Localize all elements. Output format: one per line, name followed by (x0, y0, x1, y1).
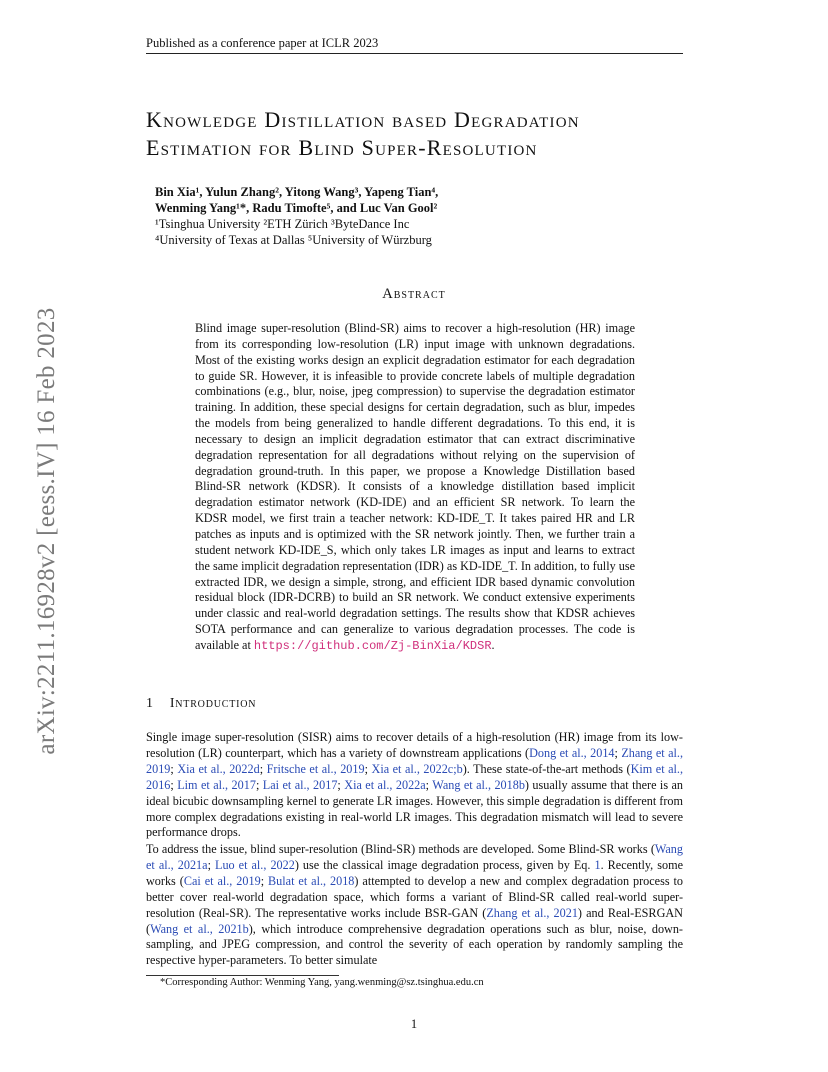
citation-link[interactable]: Zhang et al., 2019 (146, 745, 684, 776)
running-header: Published as a conference paper at ICLR 2023 (146, 36, 379, 50)
text-run: ) usually assume that there is an ideal bicubic downsampling kernel to generate LR images. However, this simple degradation is different from more complex degradations existing in real-world LR images. This degradation mismatch will lead to severe performance drops. (146, 777, 684, 840)
affiliations-line-1: ¹Tsinghua University ²ETH Zürich ³ByteDance Inc (155, 217, 410, 231)
authors-line-1: Bin Xia¹, Yulun Zhang², Yitong Wang³, Yapeng Tian⁴, (155, 185, 439, 199)
section-number: 1 (146, 696, 154, 711)
abstract-heading: Abstract (382, 286, 446, 302)
text-run: ) attempted to develop a new and complex degradation process to better cover real-world degradation space, which forms a variant of Blind-SR called real-world super-resolution (Real-SR). The representative works include BSR-GAN ( (146, 873, 684, 920)
text-run: To address the issue, blind super-resolution (Blind-SR) methods are developed. Some Blind-SR works ( (146, 842, 655, 856)
citation-link[interactable]: Cai et al., 2019 (183, 873, 261, 888)
text-run: Single image super-resolution (SISR) aims to recover details of a high-resolution (HR) image from its low-resolution (LR) counterpart, which has a variety of downstream applications ( (146, 730, 683, 760)
citation-link[interactable]: Bulat et al., 2018 (268, 873, 355, 888)
equation-link[interactable]: 1 (594, 857, 601, 872)
intro-paragraph-1: Single image super-resolution (SISR) aims to recover details of a high-resolution (HR) image from its low-resolution (LR) counterpart, which has a variety of downstream applications (Dong et al., 2014; Zhang et al., 2019; Xia et al., 2022d; Fritsche et al., 2019; Xia et al., 2022c;b). These state-of-the-art methods (Kim et al., 2016; Lim et al., 2017; Lai et al., 2017; Xia et al., 2022a; Wang et al., 2018b) usually assume that there is an ideal bicubic downsampling kernel to generate LR images. However, this simple degradation is different from more complex degradations existing in real-world LR images. This degradation mismatch will lead to severe performance drops. (146, 730, 684, 840)
page-number: 1 (410, 1017, 418, 1031)
citation-link[interactable]: Wang et al., 2021a (146, 842, 683, 872)
citation-link[interactable]: Dong et al., 2014 (529, 745, 615, 760)
footnote: *Corresponding Author: Wenming Yang, yang.wenming@sz.tsinghua.edu.cn (160, 977, 484, 988)
abstract-end: . (491, 637, 495, 652)
text-run: ) and Real-ESRGAN ( (146, 905, 683, 936)
arxiv-id-text: arXiv:2211.16928v2 [eess.IV] 16 Feb 2023 (33, 307, 60, 755)
text-run: ). These state-of-the-art methods ( (462, 761, 631, 776)
citation-link[interactable]: Kim et al., 2016 (146, 761, 684, 792)
section-heading (146, 696, 256, 712)
title-line-2: Estimation for Blind Super-Resolution (146, 135, 538, 160)
citation-link[interactable]: Xia et al., 2022c;b (371, 761, 463, 776)
affiliations-line-2: ⁴University of Texas at Dallas ⁵University of Würzburg (155, 233, 432, 247)
citation-link[interactable]: Wang et al., 2021b (150, 921, 249, 936)
authors-line-2: Wenming Yang¹*, Radu Timofte⁵, and Luc Van Gool² (155, 201, 438, 215)
abstract-text: Blind image super-resolution (Blind-SR) aims to recover a high-resolution (HR) image from its corresponding low-resolution (LR) input image with unknown degradations. Most of the existing works design an explicit degradation estimator for each degradation to guide SR. However, it is infeasible to provide concrete labels of multiple degradation combinations (e.g., blur, noise, jpeg compression) to supervise the degradation estimator training. In addition, these special designs for certain degradation, such as blur, impedes the models from being generalized to handle different degradations. To this end, it is necessary to design an implicit degradation estimator that can extract discriminative degradation representation for all degradations without relying on the supervision of degradation ground-truth. In this paper, we propose a Knowledge Distillation based Blind-SR network (KDSR). It consists of a knowledge distillation based implicit degradation estimator network (KD-IDE) and an efficient SR network. To learn the KDSR model, we first train a teacher network: KD-IDE_T. It takes paired HR and LR patches as inputs and is optimized with the SR network jointly. Then, we further train a student network KD-IDE_S, which only takes LR images as input and learns to extract the same implicit degradation representation (IDR) as KD-IDE_T. In addition, to fully use extracted IDR, we design a simple, strong, and efficient IDR based dynamic convolution residual block (IDR-DCRB) to build an SR network. We conduct extensive experiments under classic and real-world degradation settings. The results show that KDSR achieves SOTA performance and can generalize to various degradation processes. The code is available at (195, 321, 635, 652)
code-link[interactable]: https://github.com/Zj-BinXia/KDSR (253, 638, 492, 653)
citation-link[interactable]: Xia et al., 2022d (177, 761, 260, 776)
text-run: . Recently, some works ( (146, 857, 683, 888)
header-rule (146, 53, 683, 54)
intro-paragraph-2: To address the issue, blind super-resolution (Blind-SR) methods are developed. Some Blind-SR works (Wang et al., 2021a; Luo et al., 2022) use the classical image degradation process, given by Eq. 1. Recently, some works (Cai et al., 2019; Bulat et al., 2018) attempted to develop a new and complex degradation process to better cover real-world degradation space, which forms a variant of Blind-SR called real-world super-resolution (Real-SR). The representative works include BSR-GAN (Zhang et al., 2021) and Real-ESRGAN (Wang et al., 2021b), which introduce comprehensive degradation operations such as blur, noise, down-sampling, and JPEG compression, and control the severity of each operation by randomly sampling the respective hyper-parameters. To better simulate (146, 842, 684, 968)
title-line-1: Knowledge Distillation based Degradation (146, 107, 580, 132)
citation-link[interactable]: Fritsche et al., 2019 (266, 761, 365, 776)
citation-link[interactable]: Lim et al., 2017 (177, 777, 256, 792)
citation-link[interactable]: Luo et al., 2022 (215, 857, 295, 872)
citation-link[interactable]: Wang et al., 2018b (432, 777, 525, 792)
abstract-body (195, 321, 635, 655)
footnote-rule (146, 975, 339, 976)
text-run: ), which introduce comprehensive degradation operations such as blur, noise, down-sampling, and JPEG compression, and control the severity of each operation by randomly sampling the respective hyper-parameters. To better simulate (146, 921, 683, 968)
section-name: Introduction (169, 696, 257, 711)
author-block (155, 184, 515, 248)
citation-link[interactable]: Lai et al., 2017 (262, 777, 338, 792)
paper-title (146, 106, 706, 162)
text-run: ) use the classical image degradation process, given by Eq. (294, 857, 595, 872)
citation-link[interactable]: Zhang et al., 2021 (486, 905, 578, 920)
citation-link[interactable]: Xia et al., 2022a (344, 777, 426, 792)
